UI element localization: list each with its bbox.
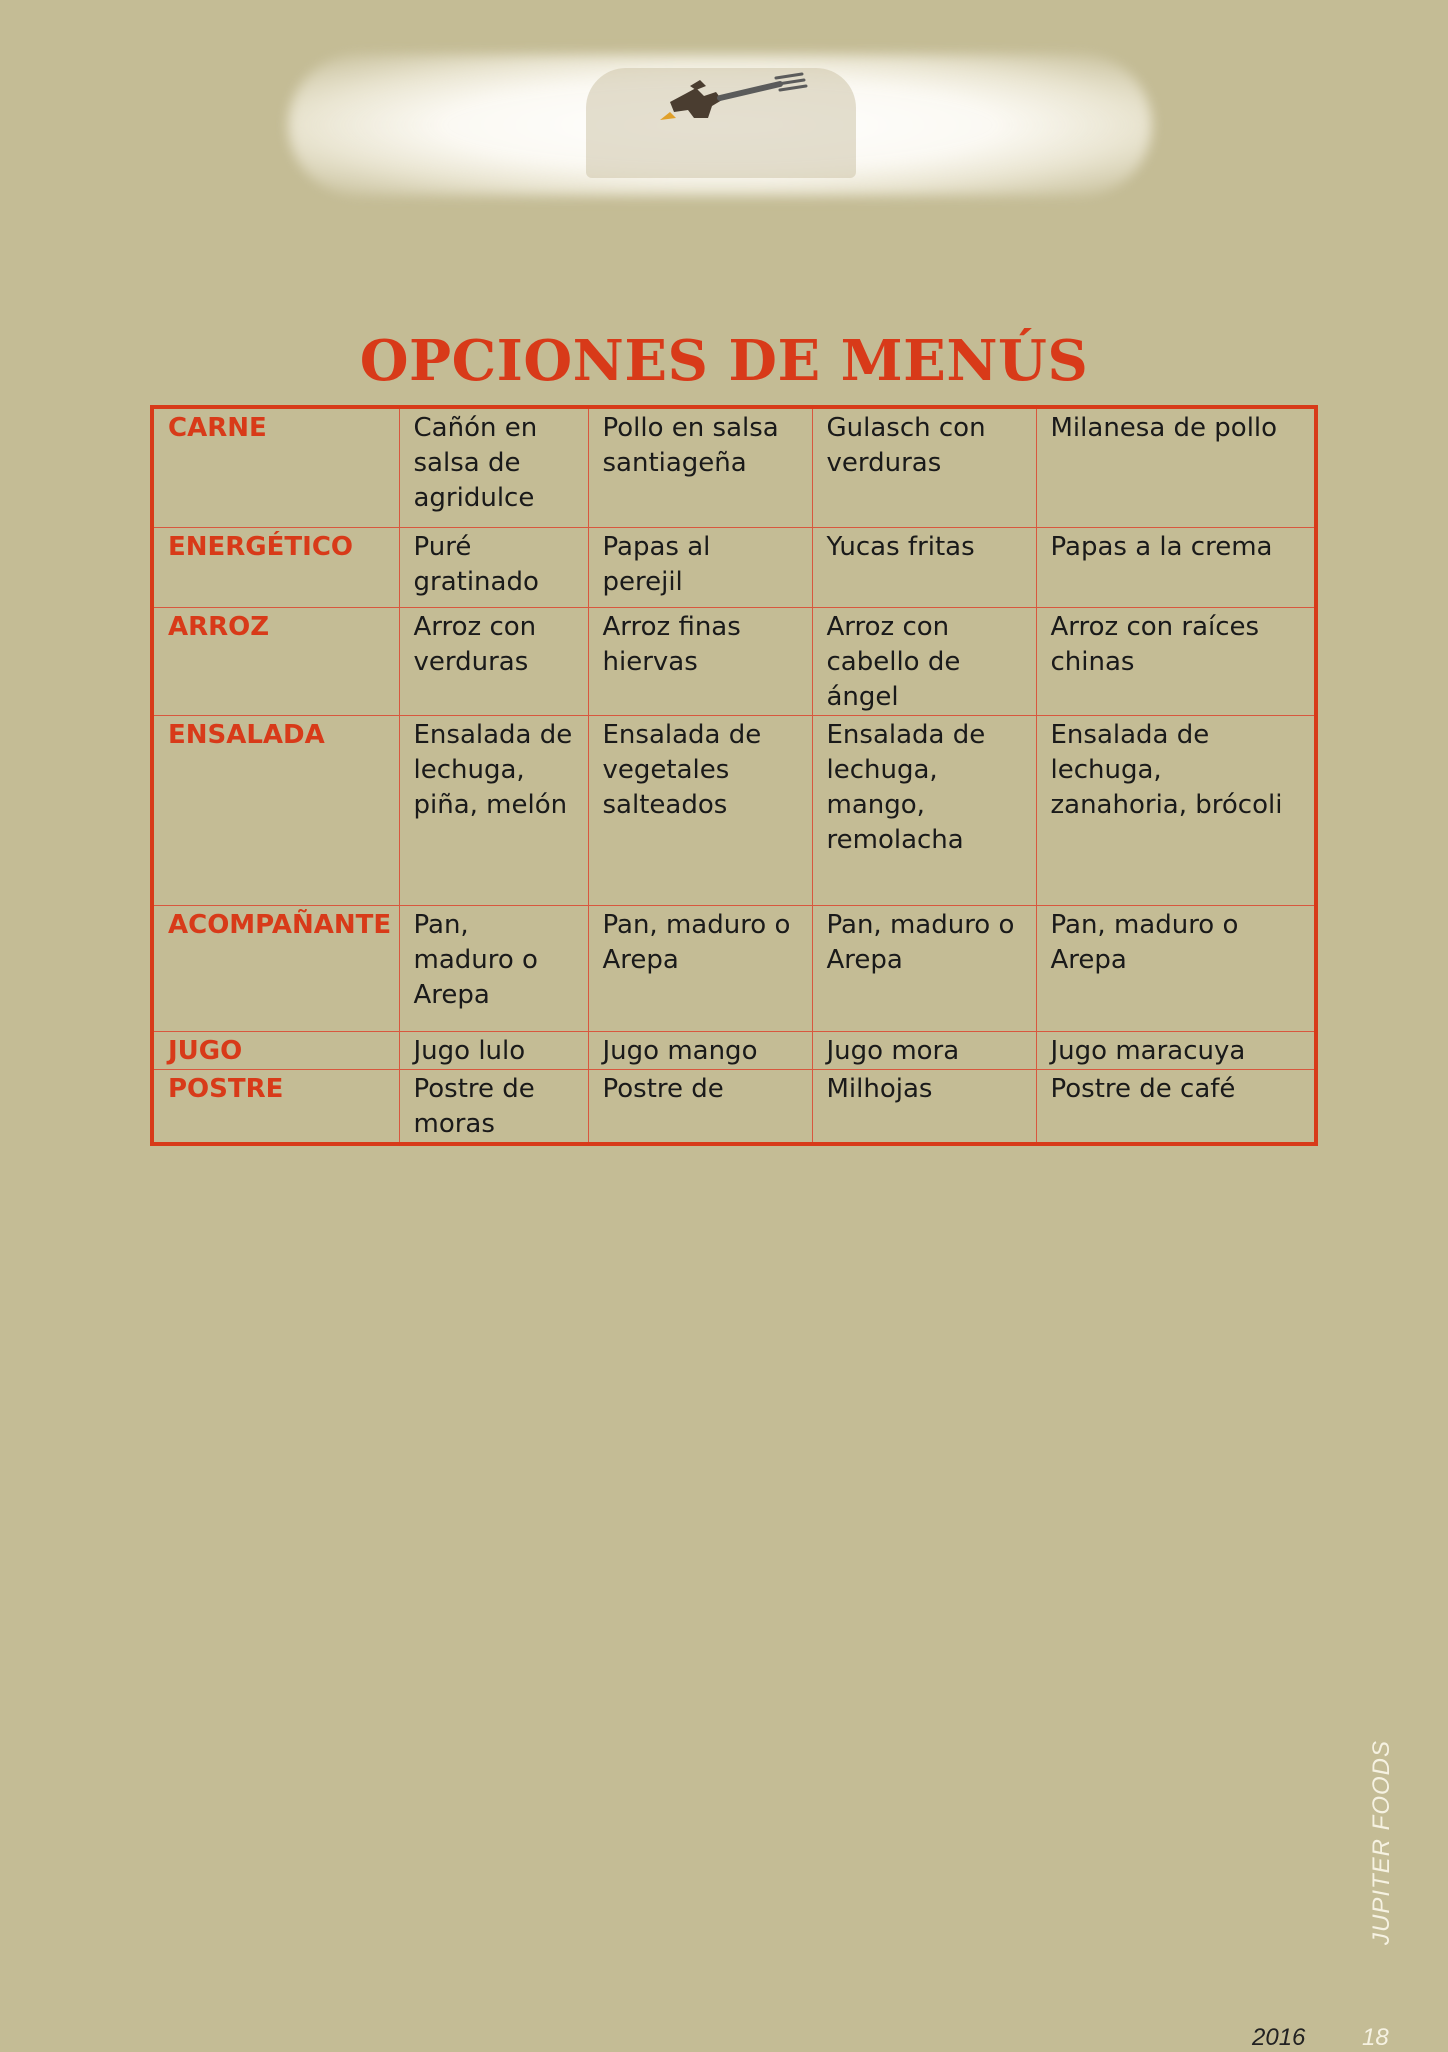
option-cell: Jugo maracuya (1036, 1031, 1316, 1069)
category-cell: JUGO (152, 1031, 399, 1069)
option-cell: Arroz con raíces chinas (1036, 607, 1316, 715)
option-cell: Arroz con cabello de ángel (812, 607, 1036, 715)
option-cell: Ensalada de lechuga, piña, melón (399, 715, 588, 905)
table-row (152, 1031, 1316, 1069)
table-row (152, 1069, 1316, 1144)
menu-options-table (150, 405, 1318, 1146)
option-cell: Ensalada de lechuga, zanahoria, brócoli (1036, 715, 1316, 905)
logo (270, 32, 1170, 212)
table-row (152, 527, 1316, 607)
option-cell: Ensalada de lechuga, mango, remolacha (812, 715, 1036, 905)
option-cell: Postre de (588, 1069, 812, 1144)
option-cell: Puré gratinado (399, 527, 588, 607)
side-brand-label: JUPITER FOODS (1368, 1739, 1395, 1945)
option-cell: Ensalada de vegetales salteados (588, 715, 812, 905)
footer-year: 2016 (1252, 2024, 1306, 2051)
option-cell: Postre de moras (399, 1069, 588, 1144)
option-cell: Pan, maduro o Arepa (399, 905, 588, 1031)
page-title: OPCIONES DE MENÚS (359, 328, 1089, 394)
option-cell: Arroz finas hiervas (588, 607, 812, 715)
table-row (152, 407, 1316, 527)
table-row (152, 715, 1316, 905)
option-cell: Pan, maduro o Arepa (812, 905, 1036, 1031)
option-cell: Jugo mora (812, 1031, 1036, 1069)
option-cell: Cañón en salsa de agridulce (399, 407, 588, 527)
option-cell: Papas al perejil (588, 527, 812, 607)
category-cell: ENERGÉTICO (152, 527, 399, 607)
chef-fork-icon (630, 72, 810, 132)
category-cell: ACOMPAÑANTE (152, 905, 399, 1031)
option-cell: Yucas fritas (812, 527, 1036, 607)
option-cell: Jugo mango (588, 1031, 812, 1069)
option-cell: Arroz con verduras (399, 607, 588, 715)
category-cell: ENSALADA (152, 715, 399, 905)
option-cell: Gulasch con verduras (812, 407, 1036, 527)
category-cell: POSTRE (152, 1069, 399, 1144)
category-cell: ARROZ (152, 607, 399, 715)
option-cell: Pan, maduro o Arepa (1036, 905, 1316, 1031)
option-cell: Papas a la crema (1036, 527, 1316, 607)
table-row (152, 607, 1316, 715)
option-cell: Jugo lulo (399, 1031, 588, 1069)
option-cell: Pollo en salsa santiageña (588, 407, 812, 527)
table-row (152, 905, 1316, 1031)
option-cell: Pan, maduro o Arepa (588, 905, 812, 1031)
category-cell: CARNE (152, 407, 399, 527)
option-cell: Milhojas (812, 1069, 1036, 1144)
page-number: 18 (1362, 2024, 1389, 2051)
option-cell: Postre de café (1036, 1069, 1316, 1144)
option-cell: Milanesa de pollo (1036, 407, 1316, 527)
